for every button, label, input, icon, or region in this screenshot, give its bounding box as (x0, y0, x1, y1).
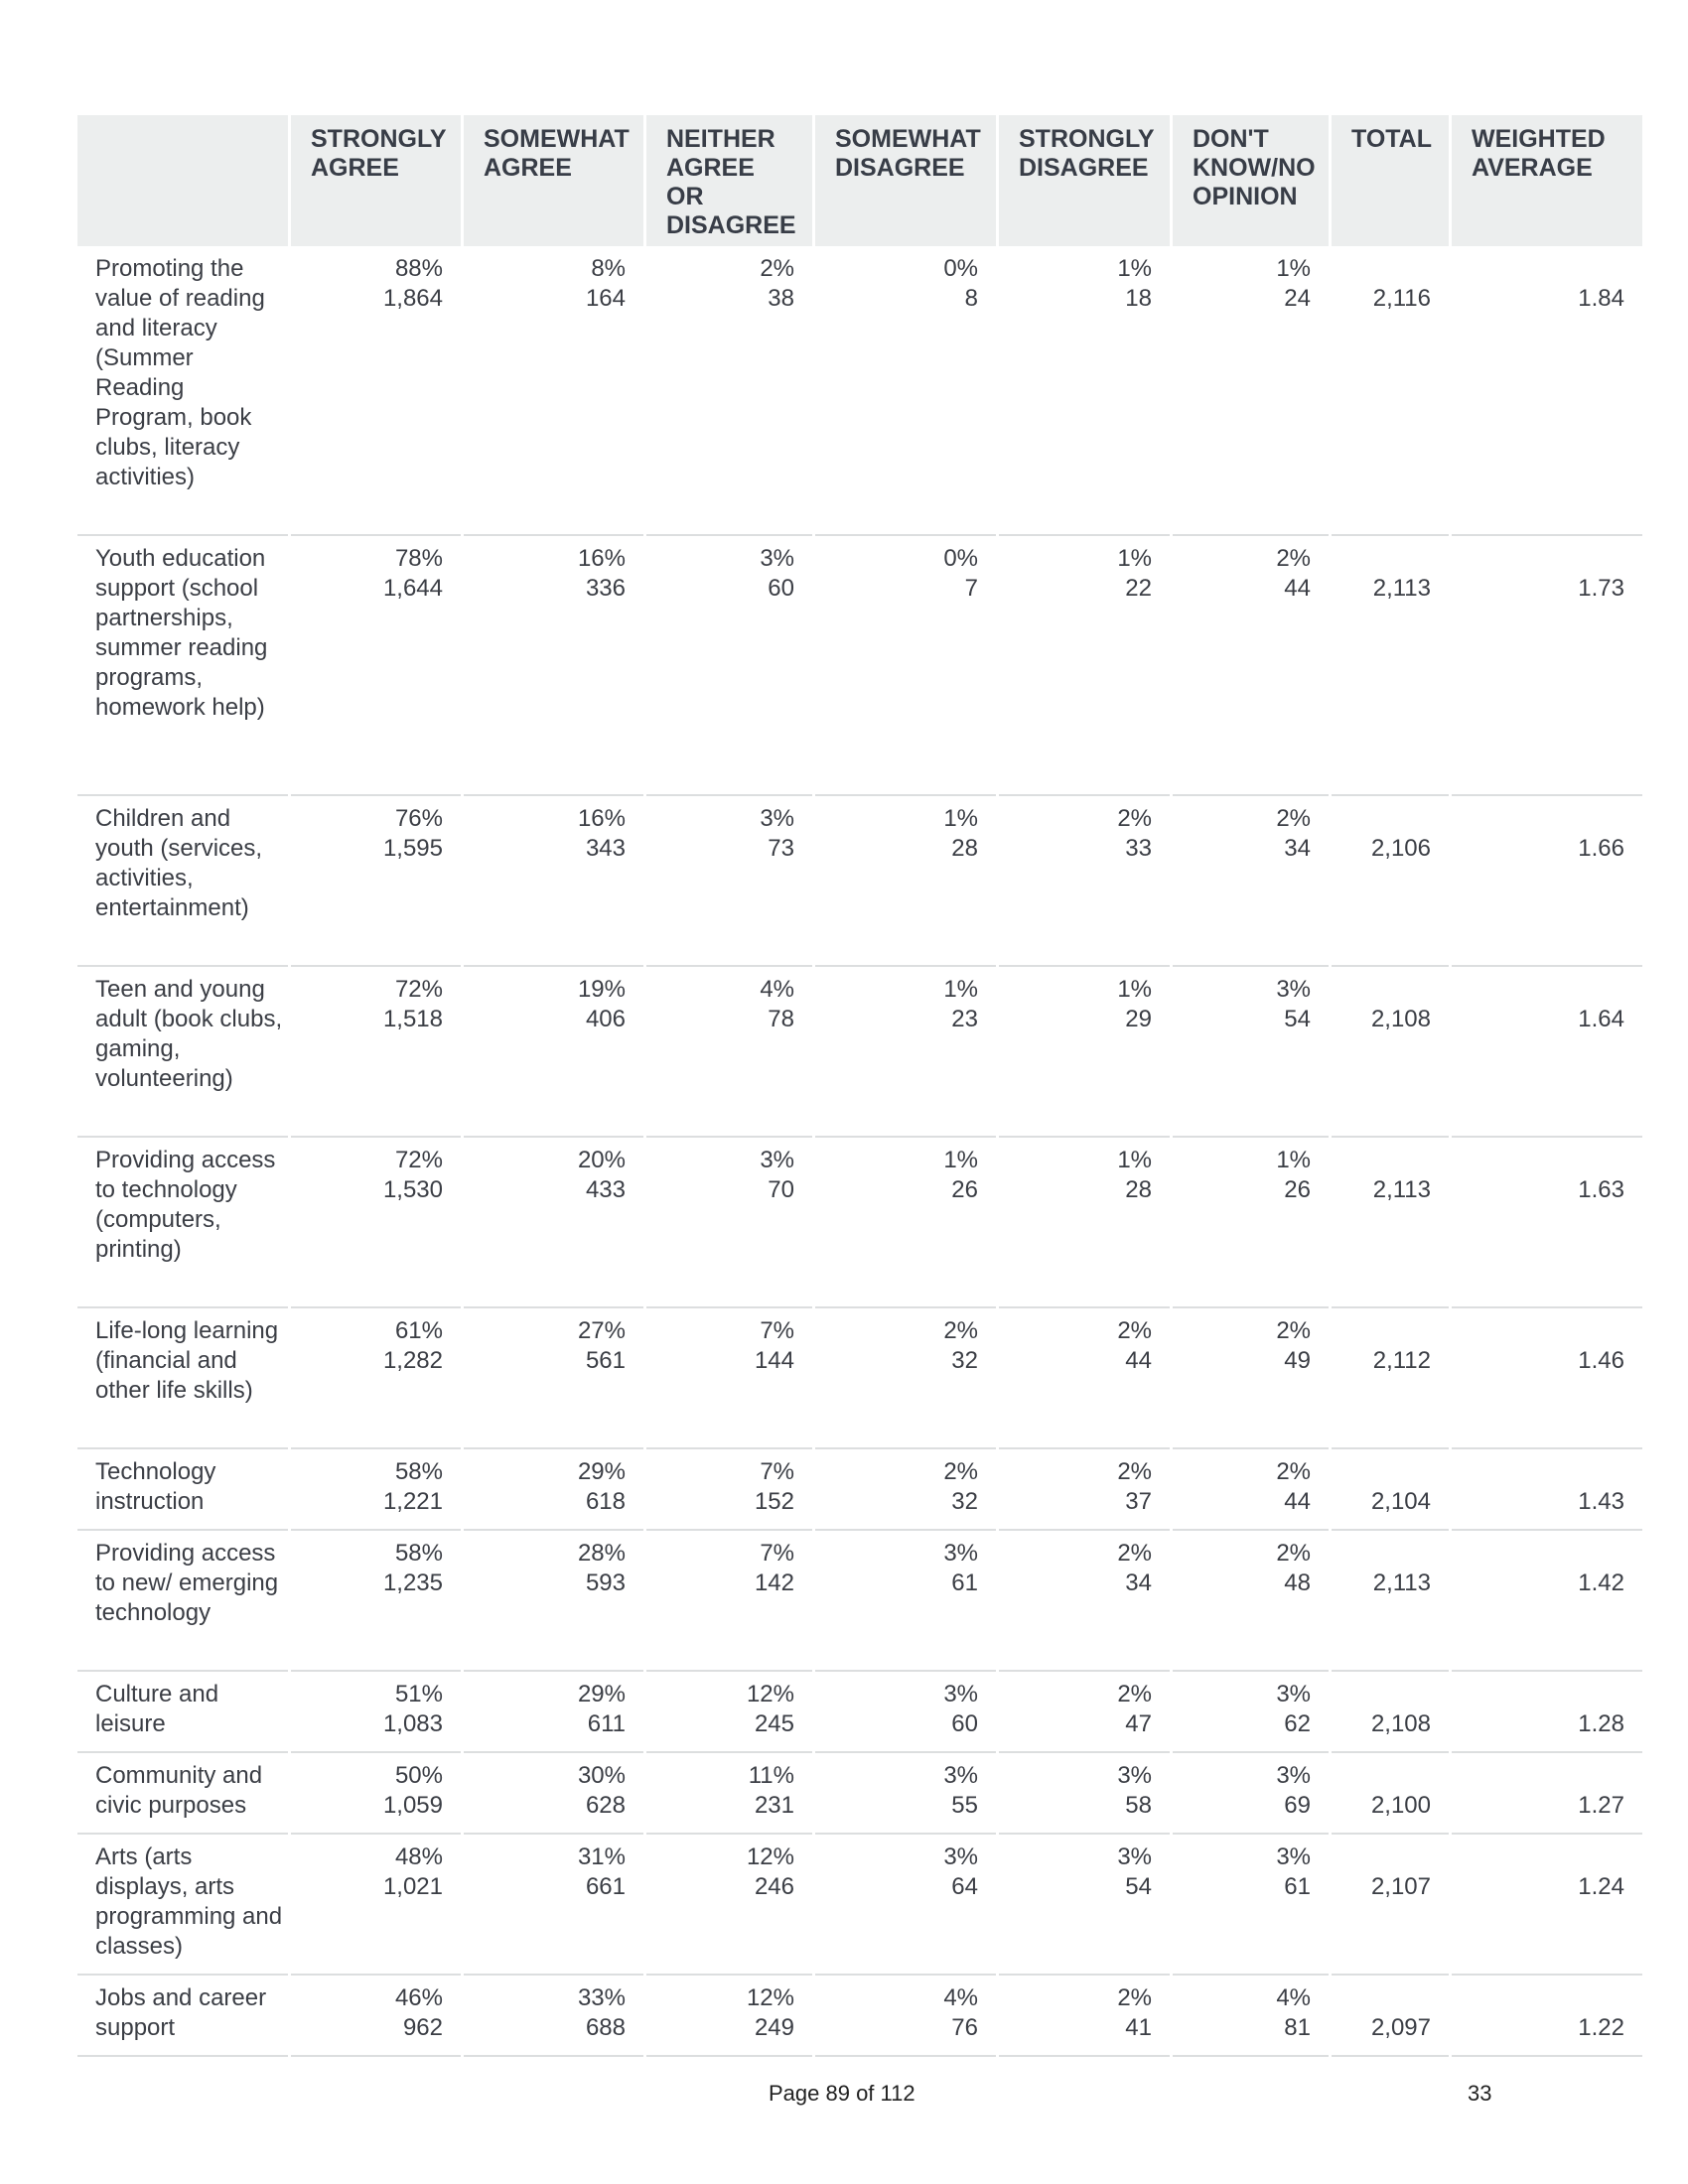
cell-percent: 7% (760, 1458, 794, 1485)
cell-strongly-agree (291, 1672, 461, 1753)
cell-total: 2,097 (1332, 1976, 1449, 2057)
cell-percent: 8% (591, 255, 626, 282)
header-strongly-disagree: STRONGLY DISAGREE (999, 115, 1170, 246)
cell-count: 1,518 (382, 1006, 443, 1032)
cell-percent: 3% (943, 1843, 978, 1870)
cell-count: 73 (768, 835, 794, 862)
cell-percent: 1% (1117, 1147, 1152, 1173)
row-label: Life-long learning (financial and other life skills) (77, 1308, 288, 1449)
table-row (77, 1976, 1642, 2057)
cell-somewhat-agree (464, 1753, 643, 1835)
header-dont-know: DON'T KNOW/NO OPINION (1173, 115, 1329, 246)
cell-somewhat-agree (464, 796, 643, 967)
cell-percent: 1% (1117, 976, 1152, 1003)
cell-somewhat-agree (464, 1449, 643, 1531)
cell-percent: 50% (394, 1762, 443, 1789)
cell-count: 152 (754, 1488, 794, 1515)
header-somewhat-disagree: SOMEWHAT DISAGREE (815, 115, 996, 246)
cell-somewhat-agree (464, 1835, 643, 1976)
cell-neither (646, 246, 812, 536)
cell-percent: 2% (943, 1317, 978, 1344)
cell-total: 2,116 (1332, 246, 1449, 536)
row-label: Promoting the value of reading and literacy (Summer Reading Program, book clubs, literacy activities) (77, 246, 288, 536)
table-header (77, 115, 1642, 246)
cell-count: 81 (1284, 2014, 1311, 2041)
cell-percent: 3% (943, 1540, 978, 1567)
cell-percent: 2% (1276, 1317, 1311, 1344)
header-row (77, 115, 1642, 246)
cell-count: 33 (1125, 835, 1152, 862)
cell-count: 1,235 (382, 1570, 443, 1596)
cell-count: 962 (402, 2014, 443, 2041)
cell-total: 2,108 (1332, 967, 1449, 1138)
cell-percent: 2% (1276, 805, 1311, 832)
cell-count: 26 (1284, 1176, 1311, 1203)
cell-count: 1,221 (382, 1488, 443, 1515)
header-weighted-average: WEIGHTED AVERAGE (1452, 115, 1642, 246)
cell-somewhat-disagree (815, 536, 996, 796)
cell-percent: 4% (760, 976, 794, 1003)
cell-percent: 29% (577, 1458, 626, 1485)
cell-percent: 3% (1276, 1843, 1311, 1870)
cell-strongly-disagree (999, 246, 1170, 536)
cell-weighted-average: 1.46 (1452, 1308, 1642, 1449)
page-number: 33 (1468, 2081, 1492, 2106)
survey-results-table (74, 115, 1645, 2057)
cell-neither (646, 1531, 812, 1672)
table-row (77, 1449, 1642, 1531)
cell-percent: 2% (1117, 1984, 1152, 2011)
cell-somewhat-disagree (815, 1976, 996, 2057)
cell-percent: 19% (577, 976, 626, 1003)
table-row (77, 1531, 1642, 1672)
cell-weighted-average: 1.64 (1452, 967, 1642, 1138)
cell-neither (646, 796, 812, 967)
cell-count: 29 (1125, 1006, 1152, 1032)
header-label (77, 115, 288, 246)
cell-percent: 2% (943, 1458, 978, 1485)
cell-weighted-average: 1.63 (1452, 1138, 1642, 1308)
cell-total: 2,113 (1332, 1531, 1449, 1672)
table-row (77, 246, 1642, 536)
cell-count: 24 (1284, 285, 1311, 312)
cell-somewhat-disagree (815, 1672, 996, 1753)
table-row (77, 536, 1642, 796)
cell-count: 336 (585, 575, 626, 602)
cell-dont-know (1173, 536, 1329, 796)
row-label: Providing access to new/ emerging technology (77, 1531, 288, 1672)
cell-weighted-average: 1.43 (1452, 1449, 1642, 1531)
cell-weighted-average: 1.84 (1452, 246, 1642, 536)
cell-somewhat-agree (464, 1672, 643, 1753)
cell-count: 61 (951, 1570, 978, 1596)
cell-percent: 3% (1276, 1762, 1311, 1789)
cell-strongly-agree (291, 967, 461, 1138)
cell-count: 688 (585, 2014, 626, 2041)
cell-somewhat-disagree (815, 1138, 996, 1308)
cell-count: 22 (1125, 575, 1152, 602)
row-label: Youth education support (school partnerships, summer reading programs, homework help) (77, 536, 288, 796)
cell-percent: 1% (943, 1147, 978, 1173)
cell-count: 1,083 (382, 1710, 443, 1737)
cell-count: 1,864 (382, 285, 443, 312)
cell-percent: 7% (760, 1317, 794, 1344)
cell-strongly-disagree (999, 1449, 1170, 1531)
cell-neither (646, 967, 812, 1138)
cell-weighted-average: 1.66 (1452, 796, 1642, 967)
cell-percent: 12% (746, 1843, 794, 1870)
cell-percent: 3% (1117, 1843, 1152, 1870)
cell-strongly-disagree (999, 1976, 1170, 2057)
header-total: TOTAL (1332, 115, 1449, 246)
cell-percent: 76% (394, 805, 443, 832)
row-label: Children and youth (services, activities, entertainment) (77, 796, 288, 967)
cell-percent: 3% (943, 1762, 978, 1789)
cell-count: 1,059 (382, 1792, 443, 1819)
cell-count: 38 (768, 285, 794, 312)
cell-count: 144 (754, 1347, 794, 1374)
cell-weighted-average: 1.27 (1452, 1753, 1642, 1835)
cell-somewhat-disagree (815, 1835, 996, 1976)
cell-percent: 2% (1276, 1458, 1311, 1485)
cell-strongly-disagree (999, 1138, 1170, 1308)
cell-count: 406 (585, 1006, 626, 1032)
cell-percent: 1% (1276, 255, 1311, 282)
cell-count: 60 (951, 1710, 978, 1737)
cell-count: 60 (768, 575, 794, 602)
cell-strongly-disagree (999, 1672, 1170, 1753)
cell-neither (646, 1672, 812, 1753)
cell-percent: 4% (943, 1984, 978, 2011)
cell-dont-know (1173, 1449, 1329, 1531)
cell-neither (646, 1308, 812, 1449)
cell-count: 44 (1284, 1488, 1311, 1515)
cell-percent: 1% (943, 976, 978, 1003)
cell-count: 76 (951, 2014, 978, 2041)
cell-count: 69 (1284, 1792, 1311, 1819)
row-label: Culture and leisure (77, 1672, 288, 1753)
cell-count: 1,644 (382, 575, 443, 602)
cell-neither (646, 1753, 812, 1835)
cell-percent: 1% (1117, 545, 1152, 572)
cell-neither (646, 536, 812, 796)
cell-percent: 2% (1276, 545, 1311, 572)
table-row (77, 1672, 1642, 1753)
cell-count: 433 (585, 1176, 626, 1203)
cell-count: 78 (768, 1006, 794, 1032)
cell-percent: 11% (748, 1762, 794, 1789)
cell-weighted-average: 1.22 (1452, 1976, 1642, 2057)
cell-percent: 12% (746, 1984, 794, 2011)
cell-somewhat-disagree (815, 796, 996, 967)
cell-count: 18 (1125, 285, 1152, 312)
cell-count: 628 (585, 1792, 626, 1819)
cell-count: 47 (1125, 1710, 1152, 1737)
table-row (77, 1308, 1642, 1449)
cell-count: 37 (1125, 1488, 1152, 1515)
cell-count: 8 (964, 285, 978, 312)
cell-percent: 20% (577, 1147, 626, 1173)
cell-count: 7 (964, 575, 978, 602)
cell-neither (646, 1976, 812, 2057)
cell-somewhat-agree (464, 246, 643, 536)
cell-somewhat-agree (464, 1976, 643, 2057)
cell-count: 593 (585, 1570, 626, 1596)
cell-count: 231 (754, 1792, 794, 1819)
cell-percent: 58% (394, 1540, 443, 1567)
cell-count: 246 (754, 1873, 794, 1900)
cell-strongly-disagree (999, 967, 1170, 1138)
row-label: Community and civic purposes (77, 1753, 288, 1835)
cell-count: 64 (951, 1873, 978, 1900)
cell-percent: 31% (577, 1843, 626, 1870)
cell-count: 28 (1125, 1176, 1152, 1203)
cell-somewhat-disagree (815, 1449, 996, 1531)
cell-percent: 3% (1276, 976, 1311, 1003)
cell-count: 34 (1125, 1570, 1152, 1596)
cell-count: 54 (1125, 1873, 1152, 1900)
cell-percent: 2% (760, 255, 794, 282)
cell-percent: 7% (760, 1540, 794, 1567)
cell-strongly-agree (291, 1835, 461, 1976)
cell-count: 249 (754, 2014, 794, 2041)
cell-strongly-disagree (999, 536, 1170, 796)
cell-total: 2,108 (1332, 1672, 1449, 1753)
cell-strongly-disagree (999, 796, 1170, 967)
cell-count: 164 (585, 285, 626, 312)
cell-percent: 2% (1117, 1540, 1152, 1567)
cell-weighted-average: 1.24 (1452, 1835, 1642, 1976)
cell-somewhat-agree (464, 1138, 643, 1308)
cell-dont-know (1173, 1835, 1329, 1976)
cell-dont-know (1173, 246, 1329, 536)
cell-count: 661 (585, 1873, 626, 1900)
cell-dont-know (1173, 1531, 1329, 1672)
survey-results-table-wrapper (77, 115, 1624, 2057)
cell-count: 34 (1284, 835, 1311, 862)
cell-total: 2,100 (1332, 1753, 1449, 1835)
cell-percent: 1% (1276, 1147, 1311, 1173)
cell-percent: 16% (577, 545, 626, 572)
cell-percent: 3% (943, 1681, 978, 1707)
cell-count: 44 (1284, 575, 1311, 602)
cell-weighted-average: 1.42 (1452, 1531, 1642, 1672)
cell-count: 23 (951, 1006, 978, 1032)
cell-percent: 27% (577, 1317, 626, 1344)
row-label: Teen and young adult (book clubs, gaming, volunteering) (77, 967, 288, 1138)
cell-percent: 29% (577, 1681, 626, 1707)
cell-percent: 2% (1117, 805, 1152, 832)
cell-strongly-agree (291, 1308, 461, 1449)
cell-percent: 3% (760, 545, 794, 572)
cell-somewhat-disagree (815, 967, 996, 1138)
cell-count: 1,530 (382, 1176, 443, 1203)
header-strongly-agree: STRONGLY AGREE (291, 115, 461, 246)
cell-total: 2,106 (1332, 796, 1449, 967)
cell-weighted-average: 1.73 (1452, 536, 1642, 796)
cell-somewhat-disagree (815, 1308, 996, 1449)
cell-count: 62 (1284, 1710, 1311, 1737)
cell-percent: 1% (1117, 255, 1152, 282)
cell-percent: 2% (1117, 1681, 1152, 1707)
cell-somewhat-agree (464, 967, 643, 1138)
cell-percent: 72% (394, 976, 443, 1003)
cell-total: 2,113 (1332, 1138, 1449, 1308)
cell-percent: 4% (1276, 1984, 1311, 2011)
row-label: Arts (arts displays, arts programming and classes) (77, 1835, 288, 1976)
cell-percent: 58% (394, 1458, 443, 1485)
cell-percent: 48% (394, 1843, 443, 1870)
cell-neither (646, 1138, 812, 1308)
cell-neither (646, 1449, 812, 1531)
cell-dont-know (1173, 1308, 1329, 1449)
cell-count: 48 (1284, 1570, 1311, 1596)
cell-percent: 2% (1276, 1540, 1311, 1567)
cell-strongly-agree (291, 1449, 461, 1531)
cell-percent: 2% (1117, 1317, 1152, 1344)
cell-percent: 16% (577, 805, 626, 832)
cell-neither (646, 1835, 812, 1976)
cell-percent: 30% (577, 1762, 626, 1789)
cell-weighted-average: 1.28 (1452, 1672, 1642, 1753)
cell-count: 561 (585, 1347, 626, 1374)
cell-percent: 46% (394, 1984, 443, 2011)
cell-total: 2,107 (1332, 1835, 1449, 1976)
cell-percent: 0% (943, 255, 978, 282)
cell-total: 2,104 (1332, 1449, 1449, 1531)
cell-somewhat-agree (464, 1531, 643, 1672)
cell-strongly-disagree (999, 1308, 1170, 1449)
cell-count: 41 (1125, 2014, 1152, 2041)
cell-strongly-agree (291, 1531, 461, 1672)
cell-percent: 3% (1117, 1762, 1152, 1789)
cell-count: 54 (1284, 1006, 1311, 1032)
cell-count: 618 (585, 1488, 626, 1515)
cell-percent: 33% (577, 1984, 626, 2011)
table-row (77, 1835, 1642, 1976)
row-label: Providing access to technology (computers, printing) (77, 1138, 288, 1308)
cell-strongly-disagree (999, 1753, 1170, 1835)
cell-percent: 88% (394, 255, 443, 282)
cell-count: 1,282 (382, 1347, 443, 1374)
cell-count: 1,595 (382, 835, 443, 862)
cell-percent: 12% (746, 1681, 794, 1707)
cell-count: 49 (1284, 1347, 1311, 1374)
cell-count: 70 (768, 1176, 794, 1203)
cell-somewhat-agree (464, 536, 643, 796)
cell-percent: 0% (943, 545, 978, 572)
cell-strongly-disagree (999, 1531, 1170, 1672)
cell-strongly-agree (291, 1976, 461, 2057)
cell-somewhat-disagree (815, 246, 996, 536)
cell-dont-know (1173, 1138, 1329, 1308)
cell-count: 32 (951, 1347, 978, 1374)
cell-percent: 3% (1276, 1681, 1311, 1707)
cell-count: 61 (1284, 1873, 1311, 1900)
cell-percent: 1% (943, 805, 978, 832)
cell-somewhat-disagree (815, 1531, 996, 1672)
row-label: Jobs and career support (77, 1976, 288, 2057)
cell-count: 142 (754, 1570, 794, 1596)
cell-percent: 3% (760, 805, 794, 832)
cell-dont-know (1173, 1672, 1329, 1753)
header-neither: NEITHER AGREE OR DISAGREE (646, 115, 812, 246)
cell-dont-know (1173, 967, 1329, 1138)
cell-count: 44 (1125, 1347, 1152, 1374)
cell-somewhat-agree (464, 1308, 643, 1449)
cell-count: 1,021 (382, 1873, 443, 1900)
cell-count: 32 (951, 1488, 978, 1515)
cell-percent: 61% (394, 1317, 443, 1344)
cell-count: 58 (1125, 1792, 1152, 1819)
cell-strongly-disagree (999, 1835, 1170, 1976)
cell-strongly-agree (291, 246, 461, 536)
cell-strongly-agree (291, 1753, 461, 1835)
cell-total: 2,113 (1332, 536, 1449, 796)
cell-percent: 28% (577, 1540, 626, 1567)
cell-percent: 78% (394, 545, 443, 572)
cell-count: 55 (951, 1792, 978, 1819)
cell-strongly-agree (291, 536, 461, 796)
header-somewhat-agree: SOMEWHAT AGREE (464, 115, 643, 246)
cell-dont-know (1173, 1976, 1329, 2057)
cell-strongly-agree (291, 796, 461, 967)
table-body (77, 246, 1642, 2057)
cell-count: 343 (585, 835, 626, 862)
cell-count: 28 (951, 835, 978, 862)
row-label: Technology instruction (77, 1449, 288, 1531)
cell-dont-know (1173, 1753, 1329, 1835)
cell-count: 26 (951, 1176, 978, 1203)
page-label: Page 89 of 112 (769, 2081, 915, 2106)
cell-percent: 3% (760, 1147, 794, 1173)
cell-dont-know (1173, 796, 1329, 967)
cell-percent: 51% (394, 1681, 443, 1707)
cell-count: 611 (587, 1710, 626, 1737)
table-row (77, 967, 1642, 1138)
cell-count: 245 (754, 1710, 794, 1737)
table-row (77, 1753, 1642, 1835)
cell-percent: 72% (394, 1147, 443, 1173)
table-row (77, 796, 1642, 967)
cell-percent: 2% (1117, 1458, 1152, 1485)
cell-total: 2,112 (1332, 1308, 1449, 1449)
table-row (77, 1138, 1642, 1308)
cell-somewhat-disagree (815, 1753, 996, 1835)
cell-strongly-agree (291, 1138, 461, 1308)
